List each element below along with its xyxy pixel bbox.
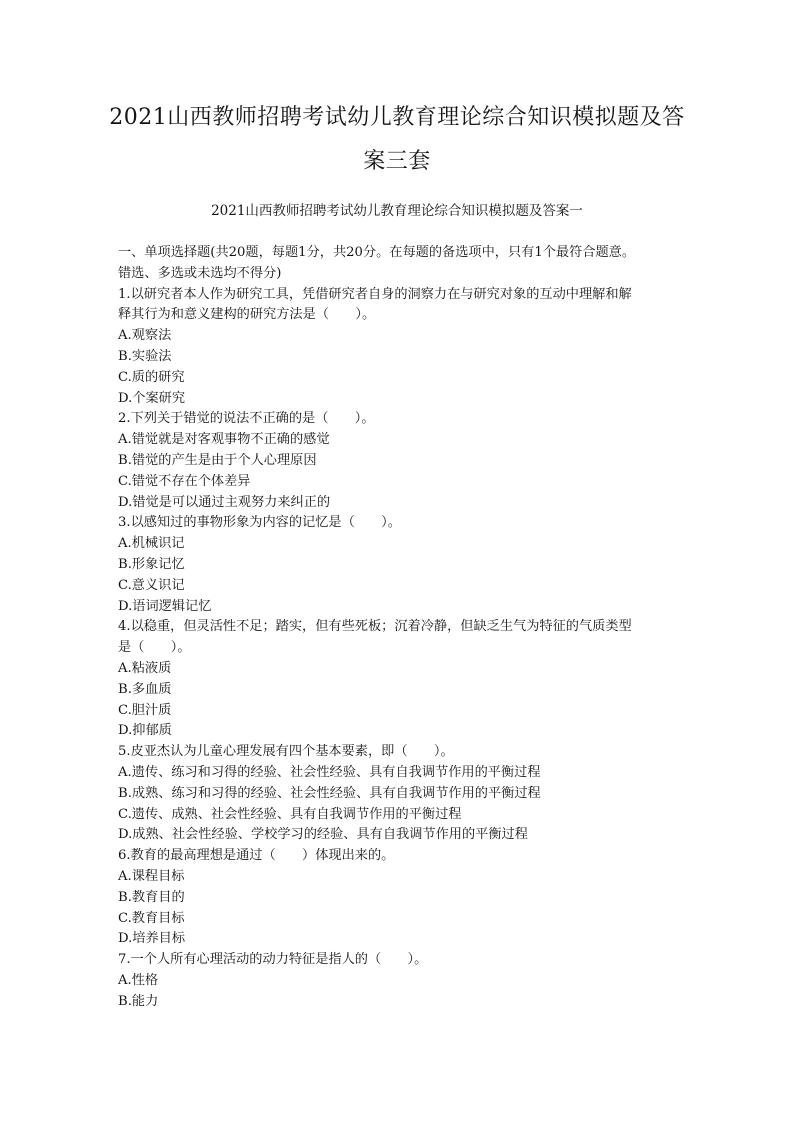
document-subtitle: 2021山西教师招聘考试幼儿教育理论综合知识模拟题及答案一 [211, 203, 583, 219]
question-stem: 6.教育的最高理想是通过（ ）体现出来的。 [118, 848, 395, 864]
document-body [118, 243, 698, 1012]
answer-option: B.实验法 [118, 348, 172, 364]
answer-option: D.个案研究 [118, 390, 186, 406]
answer-option: D.语词逻辑记忆 [118, 598, 212, 614]
answer-option: A.机械识记 [118, 536, 185, 552]
answer-option: C.教育目标 [118, 910, 185, 926]
document-title-line-2: 案三套 [363, 149, 431, 174]
question-stem: 7.一个人所有心理活动的动力特征是指人的（ ）。 [118, 952, 428, 968]
answer-option: D.成熟、社会性经验、学校学习的经验、具有自我调节作用的平衡过程 [118, 827, 528, 843]
question-stem: 2.下列关于错觉的说法不正确的是（ ）。 [118, 411, 375, 427]
answer-option: C.意义识记 [118, 577, 185, 593]
question-stem: 释其行为和意义建构的研究方法是（ ）。 [118, 307, 376, 323]
answer-option: B.形象记忆 [118, 556, 185, 572]
answer-option: D.错觉是可以通过主观努力来纠正的 [118, 494, 331, 510]
answer-option: A.错觉就是对客观事物不正确的感觉 [118, 432, 330, 448]
answer-option: A.粘液质 [118, 660, 172, 676]
answer-option: B.错觉的产生是由于个人心理原因 [118, 452, 317, 468]
question-stem: 3.以感知过的事物形象为内容的记忆是（ ）。 [118, 515, 401, 531]
answer-option: B.成熟、练习和习得的经验、社会性经验、具有自我调节作用的平衡过程 [118, 785, 541, 801]
answer-option: C.胆汁质 [118, 702, 172, 718]
question-stem: 4.以稳重，但灵活性不足；踏实，但有些死板；沉着冷静，但缺乏生气为特征的气质类型 [118, 619, 632, 635]
question-stem: 5.皮亚杰认为儿童心理发展有四个基本要素，即（ ）。 [118, 744, 454, 760]
instruction-line: 一、单项选择题(共20题，每题1分，共20分。在每题的备选项中，只有1个最符合题意。 [118, 245, 636, 260]
answer-option: A.课程目标 [118, 868, 185, 884]
question-stem: 是（ ）。 [118, 640, 191, 656]
answer-option: A.遗传、练习和习得的经验、社会性经验、具有自我调节作用的平衡过程 [118, 764, 541, 780]
answer-option: B.多血质 [118, 681, 172, 697]
answer-option: D.培养目标 [118, 931, 186, 947]
answer-option: B.能力 [118, 993, 159, 1009]
document-title-line-1: 2021山西教师招聘考试幼儿教育理论综合知识模拟题及答 [109, 105, 685, 130]
answer-option: D.抑郁质 [118, 723, 172, 739]
answer-option: C.错觉不存在个体差异 [118, 473, 251, 489]
answer-option: A.观察法 [118, 328, 172, 344]
answer-option: C.质的研究 [118, 369, 185, 385]
answer-option: A.性格 [118, 972, 159, 988]
answer-option: C.遗传、成熟、社会性经验、具有自我调节作用的平衡过程 [118, 806, 462, 822]
instruction-line: 错选、多选或未选均不得分) [118, 265, 282, 281]
answer-option: B.教育目的 [118, 889, 185, 905]
question-stem: 1.以研究者本人作为研究工具，凭借研究者自身的洞察力在与研究对象的互动中理解和解 [118, 286, 632, 302]
